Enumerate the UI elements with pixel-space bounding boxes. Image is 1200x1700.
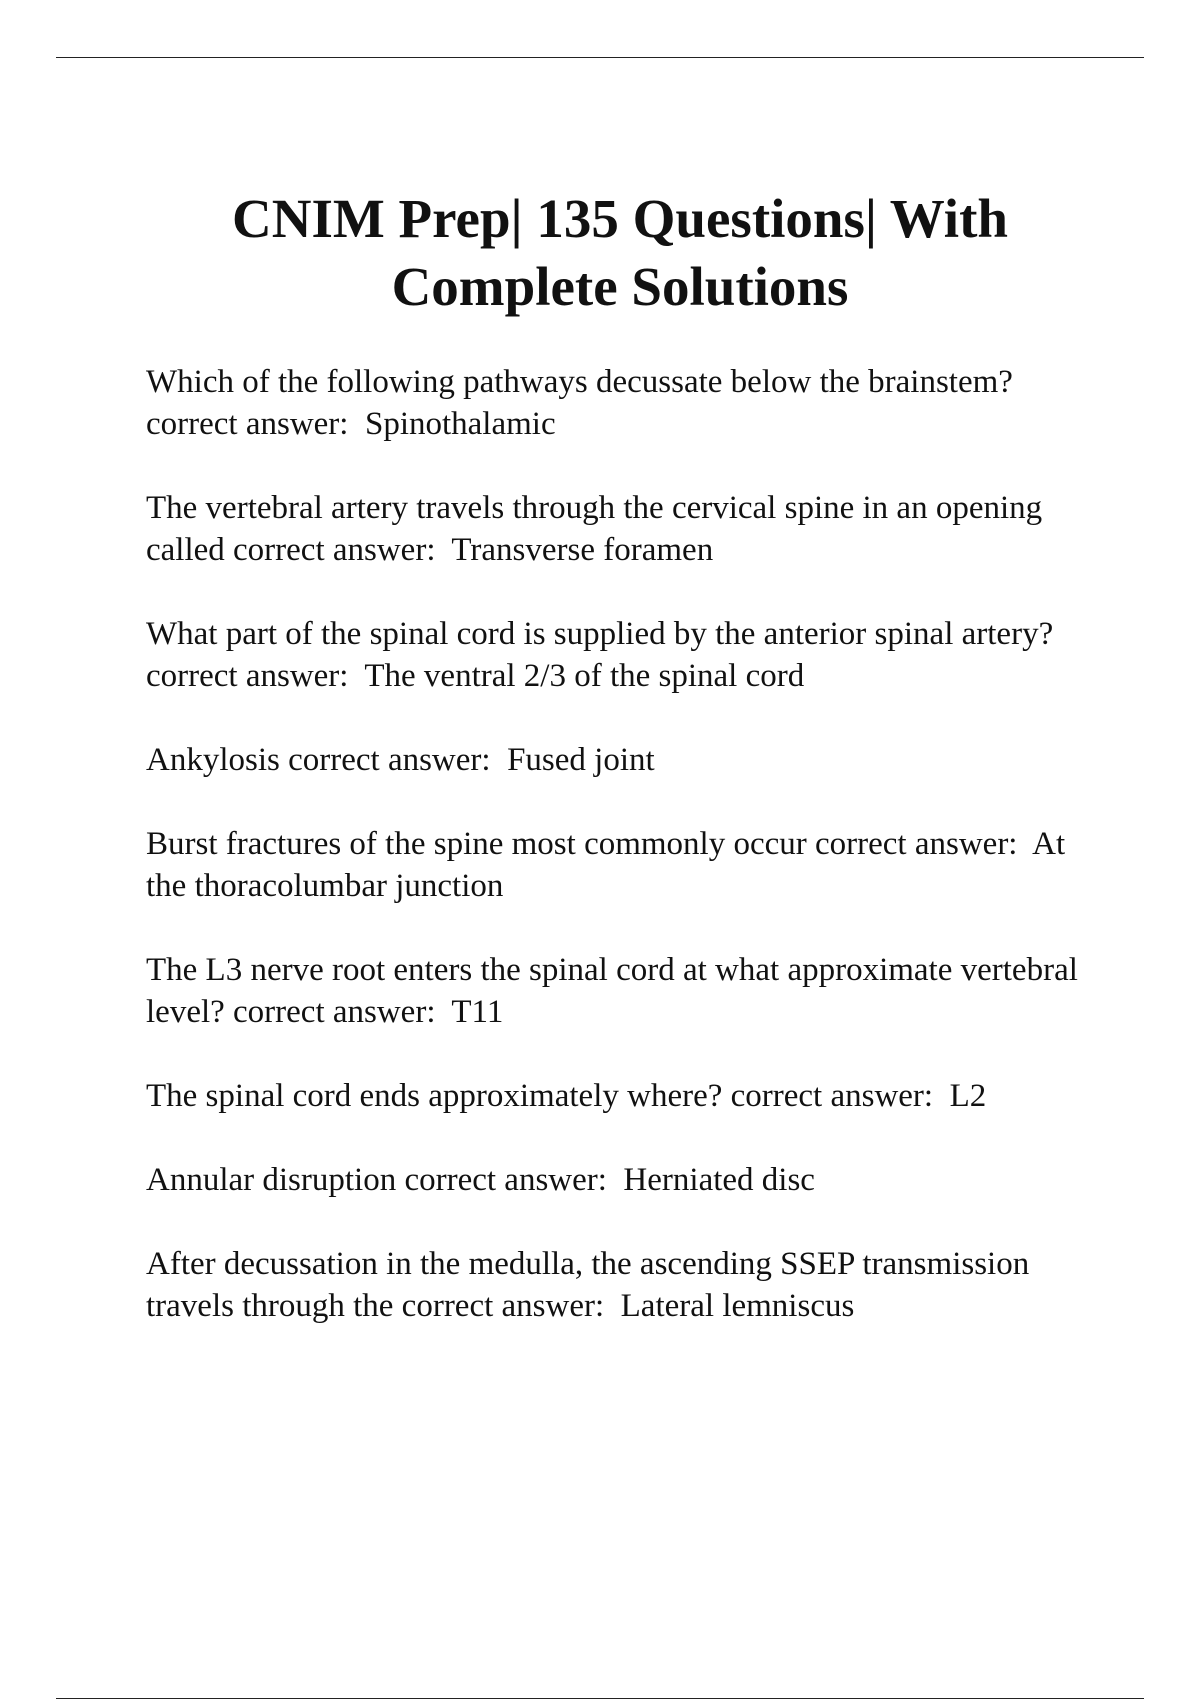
- bottom-divider: [56, 1698, 1144, 1699]
- title-line-2: Complete Solutions: [391, 256, 849, 317]
- qa-item: What part of the spinal cord is supplied by the anterior spinal artery? correct answer: The ventral 2/3 of the spinal cord: [146, 616, 1062, 694]
- qa-item: The vertebral artery travels through the cervical spine in an opening called correct answer: Transverse foramen: [146, 490, 1051, 568]
- title-line-1: CNIM Prep| 135 Questions| With: [232, 188, 1008, 249]
- top-divider: [56, 57, 1144, 58]
- qa-item: After decussation in the medulla, the ascending SSEP transmission travels through the correct answer: Lateral lemniscus: [146, 1246, 1038, 1324]
- qa-item: Burst fractures of the spine most commonly occur correct answer: At the thoracolumbar junction: [146, 826, 1074, 904]
- question-list: [146, 361, 1086, 1369]
- qa-item: The L3 nerve root enters the spinal cord at what approximate vertebral level? correct answer: T11: [146, 952, 1087, 1030]
- qa-item: Which of the following pathways decussate below the brainstem? correct answer: Spinothalamic: [146, 364, 1022, 442]
- qa-item: Annular disruption correct answer: Herniated disc: [146, 1162, 815, 1198]
- document-title: [100, 185, 1140, 321]
- qa-item: Ankylosis correct answer: Fused joint: [146, 742, 655, 778]
- qa-item: The spinal cord ends approximately where? correct answer: L2: [146, 1078, 987, 1114]
